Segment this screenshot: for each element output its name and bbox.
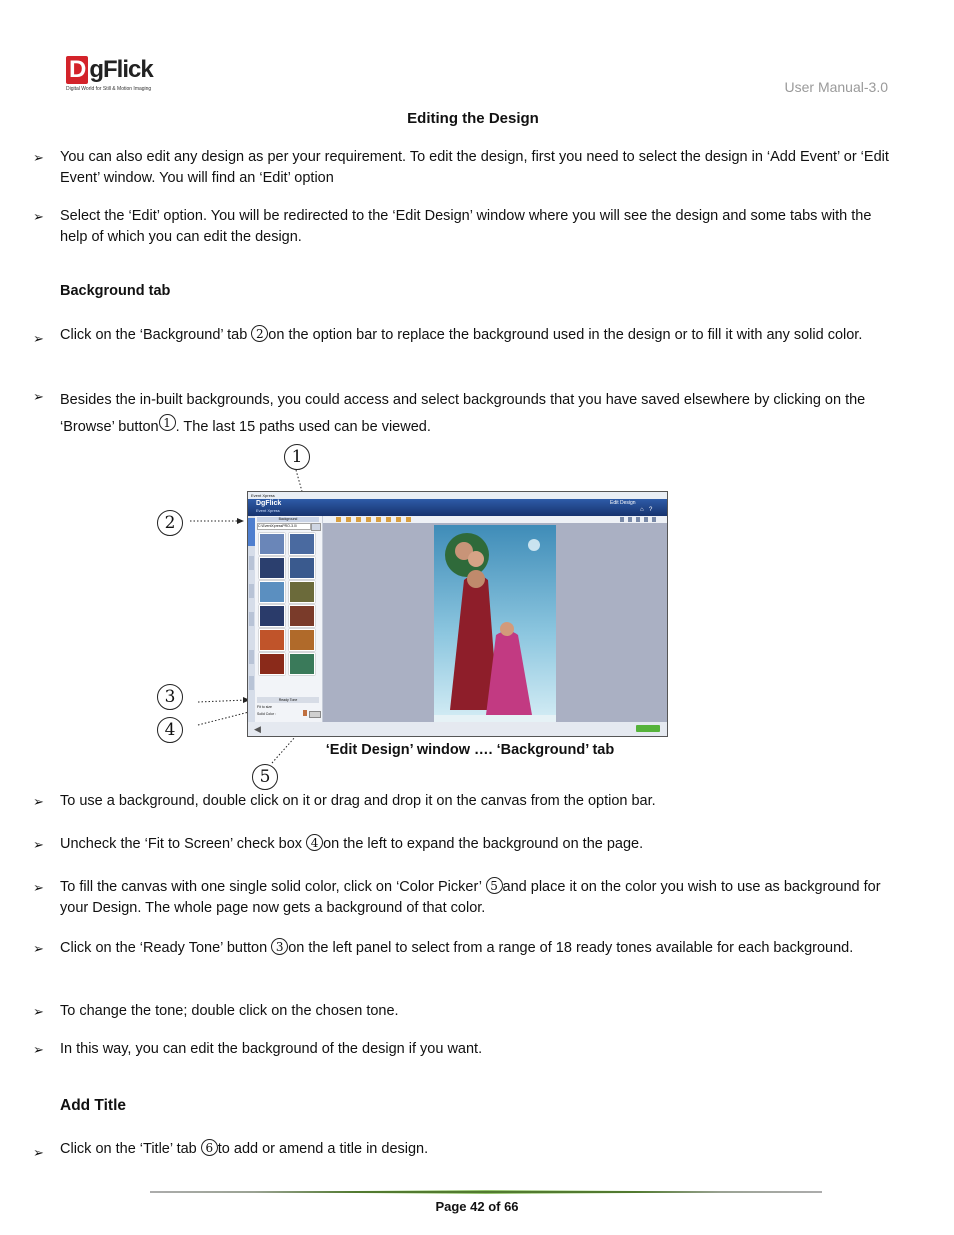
number-circle-icon: 3 — [271, 938, 288, 955]
panel-title: Edit Design — [610, 500, 636, 506]
fit-to-size-checkbox[interactable]: Fit to size — [257, 705, 272, 709]
title-bullet: Click on the ‘Title’ tab 6 to add or amend a title in design. — [60, 1141, 429, 1157]
bullet-arrow-icon: ➢ — [33, 150, 44, 165]
background-thumbnail[interactable] — [259, 581, 285, 603]
intro-paragraph-2: Select the ‘Edit’ option. You will be redirected to the ‘Edit Design’ window where you will see the design and some tabs with the help of which you can edit the design. — [60, 208, 872, 245]
background-thumbnail[interactable] — [259, 629, 285, 651]
number-circle-icon: 1 — [159, 414, 176, 431]
toolbar — [322, 516, 667, 523]
solid-color-label: Solid Color : — [257, 712, 277, 716]
callout-circle-icon: 2 — [157, 510, 183, 536]
zoom-tool-icons[interactable] — [620, 517, 660, 522]
background-thumbnail[interactable] — [289, 533, 315, 555]
edit-design-screenshot — [247, 491, 668, 737]
bullet-arrow-icon: ➢ — [33, 880, 44, 895]
background-tab-header: Background — [257, 517, 319, 522]
back-arrow-icon[interactable]: ◀ — [254, 724, 261, 734]
background-thumbnail[interactable] — [289, 581, 315, 603]
tab-layout[interactable] — [249, 676, 254, 690]
background-bullet-1: Click on the ‘Background’ tab 2 on the option bar to replace the background used in the design or to fill it with any solid color. — [60, 327, 863, 343]
ready-tone-button[interactable]: Ready Tone — [257, 697, 319, 703]
number-circle-icon: 6 — [201, 1139, 218, 1156]
background-tab-heading: Background tab — [60, 283, 171, 299]
color-picker-icon[interactable] — [303, 710, 307, 716]
app-brand-sub: Event Xpress — [256, 508, 280, 513]
logo-text: gFlick — [89, 56, 153, 83]
path-dropdown[interactable]: C:\EventXpressPRO-3.0\ — [257, 523, 311, 530]
instruction-bullet: To use a background, double click on it or drag and drop it on the canvas from the option bar. — [60, 793, 656, 809]
background-bullet-2: Besides the in-built backgrounds, you could access and select backgrounds that you have saved elsewhere by clicking on the ‘Browse’ button 1 . The last 15 paths used can be viewed. — [60, 392, 866, 435]
toolbar-tool-icons[interactable] — [336, 517, 416, 522]
design-artwork — [434, 525, 556, 722]
browse-button[interactable] — [311, 523, 321, 531]
bullet-arrow-icon: ➢ — [33, 1004, 44, 1019]
number-circle-icon: 4 — [306, 834, 323, 851]
tab-effects[interactable] — [249, 650, 254, 664]
bullet-arrow-icon: ➢ — [33, 1042, 44, 1057]
background-thumbnail[interactable] — [289, 653, 315, 675]
instruction-bullet: Click on the ‘Ready Tone’ button 3 on the left panel to select from a range of 18 ready tones available for each background. — [60, 940, 854, 956]
background-thumbnail[interactable] — [259, 557, 285, 579]
callout-circle-icon: 4 — [157, 717, 183, 743]
background-thumbnail[interactable] — [289, 629, 315, 651]
bullet-arrow-icon: ➢ — [33, 209, 44, 224]
background-thumbnail[interactable] — [289, 605, 315, 627]
callout-circle-icon: 3 — [157, 684, 183, 710]
number-circle-icon: 2 — [251, 325, 268, 342]
bullet-arrow-icon: ➢ — [33, 941, 44, 956]
help-icon[interactable]: ? — [649, 507, 653, 513]
bullet-arrow-icon: ➢ — [33, 1145, 44, 1160]
bottom-bar — [248, 722, 667, 736]
bullet-arrow-icon: ➢ — [33, 837, 44, 852]
side-tab-strip — [248, 516, 255, 722]
background-thumbnail[interactable] — [259, 653, 285, 675]
home-icon[interactable]: ⌂ — [640, 507, 644, 513]
background-thumbnail[interactable] — [289, 557, 315, 579]
bullet-arrow-icon: ➢ — [33, 389, 44, 404]
logo-d-mark: D — [66, 56, 88, 84]
next-button[interactable] — [636, 725, 660, 732]
add-title-heading: Add Title — [60, 1097, 127, 1114]
tab-background[interactable] — [248, 518, 255, 546]
section-title: Editing the Design — [407, 110, 539, 127]
tab-text[interactable] — [249, 612, 254, 626]
app-brand: DgFlick — [256, 500, 282, 507]
design-page[interactable] — [434, 525, 556, 722]
window-titlebar: Event Xpress — [248, 492, 668, 499]
bullet-arrow-icon: ➢ — [33, 331, 44, 346]
manual-version: User Manual-3.0 — [784, 79, 888, 95]
tab-border[interactable] — [249, 584, 254, 598]
background-thumbnail[interactable] — [259, 605, 285, 627]
background-thumbnails — [259, 533, 319, 683]
footer-rule — [150, 1190, 822, 1194]
app-header-bar — [248, 499, 667, 516]
instruction-bullet: To fill the canvas with one single solid color, click on ‘Color Picker’ 5 and place it on the color you wish to use as background for your Design. The whole page now gets a background of that color. — [60, 879, 881, 916]
tab-clipart[interactable] — [249, 556, 254, 570]
dgflick-logo — [66, 56, 166, 96]
number-circle-icon: 5 — [486, 877, 503, 894]
logo-tagline: Digital World for Still & Motion Imaging — [66, 86, 152, 92]
figure-caption: ‘Edit Design’ window …. ‘Background’ tab — [325, 742, 615, 758]
instruction-bullet: In this way, you can edit the background of the design if you want. — [60, 1041, 483, 1057]
bullet-arrow-icon: ➢ — [33, 794, 44, 809]
instruction-bullet: Uncheck the ‘Fit to Screen’ check box 4 on the left to expand the background on the page. — [60, 836, 644, 852]
solid-color-swatch[interactable] — [309, 711, 321, 718]
instruction-bullet: To change the tone; double click on the chosen tone. — [60, 1003, 399, 1019]
page-number: Page 42 of 66 — [435, 1199, 519, 1214]
callout-circle-icon: 5 — [252, 764, 278, 790]
callout-circle-icon: 1 — [284, 444, 310, 470]
intro-paragraph-1: You can also edit any design as per your requirement. To edit the design, first you need to select the design in ‘Add Event’ or ‘Edit Event’ window. You will find an ‘Edit’ option — [60, 149, 889, 186]
background-thumbnail[interactable] — [259, 533, 285, 555]
option-panel — [255, 516, 323, 722]
